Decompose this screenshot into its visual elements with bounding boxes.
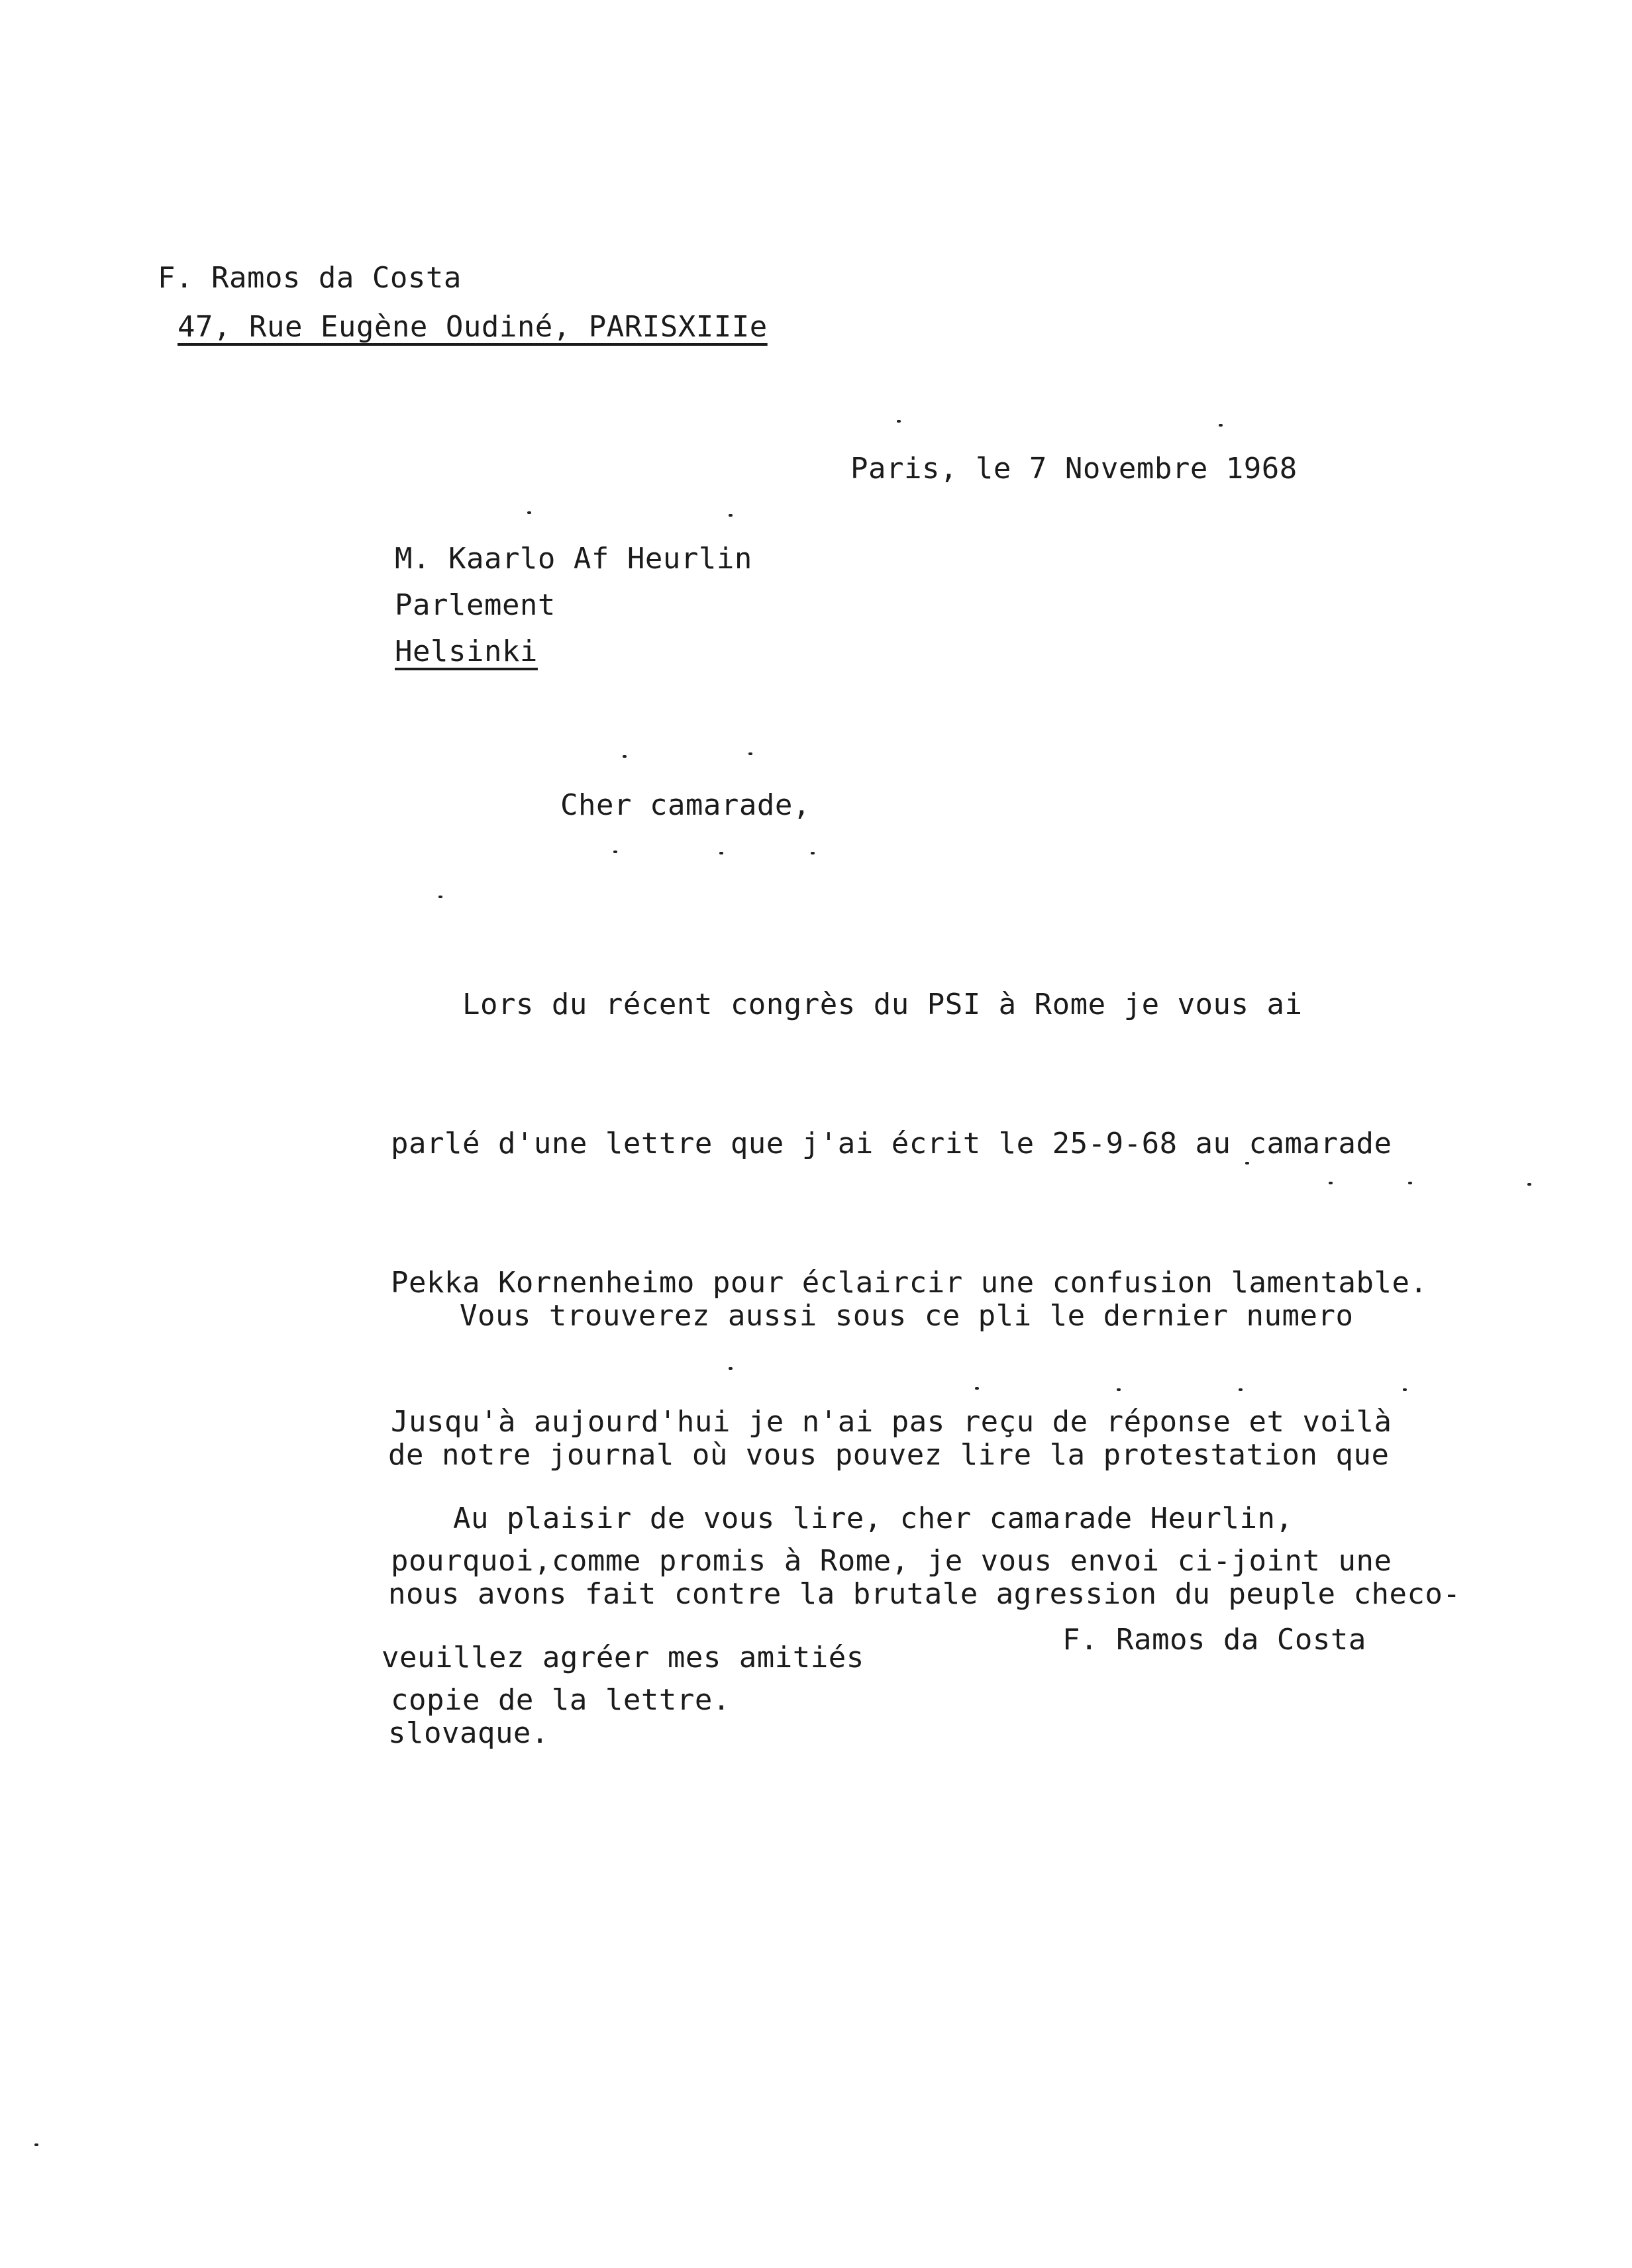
- paragraph-line: nous avons fait contre la brutale agression du peuple checo-: [388, 1577, 1461, 1611]
- ink-speck: [1239, 1388, 1243, 1391]
- ink-speck: [811, 852, 815, 854]
- ink-speck: [1329, 1182, 1333, 1184]
- paragraph-line: de notre journal où vous pouvez lire la protestation que: [388, 1438, 1390, 1472]
- paragraph-line: Pekka Kornenheimo pour éclaircir une confusion lamentable.: [391, 1266, 1428, 1300]
- paragraph-line: pourquoi,comme promis à Rome, je vous envoi ci-joint une: [391, 1544, 1392, 1578]
- ink-speck: [1219, 424, 1223, 427]
- signature: F. Ramos da Costa: [1062, 1623, 1366, 1657]
- ink-speck: [1408, 1182, 1412, 1184]
- ink-speck: [438, 896, 442, 898]
- ink-speck: [34, 2143, 38, 2146]
- ink-speck: [719, 852, 723, 854]
- ink-speck: [729, 1367, 733, 1370]
- sender-address: 47, Rue Eugène Oudiné, PARISXIIIe: [178, 310, 768, 344]
- ink-speck: [975, 1387, 979, 1390]
- ink-speck: [748, 752, 752, 755]
- ink-speck: [897, 420, 901, 423]
- paragraph-line: veuillez agréer mes amitiés: [382, 1641, 864, 1675]
- ink-speck: [623, 755, 627, 758]
- date-line: Paris, le 7 Novembre 1968: [850, 452, 1298, 486]
- salutation: Cher camarade,: [560, 788, 811, 822]
- ink-speck: [1245, 1162, 1249, 1164]
- paragraph-line: slovaque.: [388, 1716, 549, 1750]
- paragraph-line: Jusqu'à aujourd'hui je n'ai pas reçu de réponse et voilà: [391, 1405, 1392, 1439]
- ink-speck: [1403, 1388, 1407, 1391]
- paragraph-line: Au plaisir de vous lire, cher camarade Heurlin,: [382, 1502, 1294, 1535]
- recipient-city: Helsinki: [395, 635, 538, 668]
- ink-speck: [729, 514, 733, 517]
- recipient-institution: Parlement: [395, 588, 556, 622]
- ink-speck: [1117, 1388, 1121, 1391]
- paragraph-line: Vous trouverez aussi sous ce pli le dernier numero: [388, 1299, 1354, 1333]
- paragraph-line: copie de la lettre.: [391, 1683, 731, 1717]
- ink-speck: [527, 511, 531, 514]
- ink-speck: [1527, 1183, 1531, 1186]
- recipient-name: M. Kaarlo Af Heurlin: [395, 542, 752, 576]
- paragraph-line: Lors du récent congrès du PSI à Rome je vous ai: [391, 988, 1303, 1021]
- ink-speck: [613, 850, 617, 853]
- paragraph-3: [382, 1403, 1294, 1774]
- paragraph-line: parlé d'une lettre que j'ai écrit le 25-9-68 au camarade: [391, 1127, 1392, 1160]
- sender-name: F. Ramos da Costa: [158, 261, 462, 295]
